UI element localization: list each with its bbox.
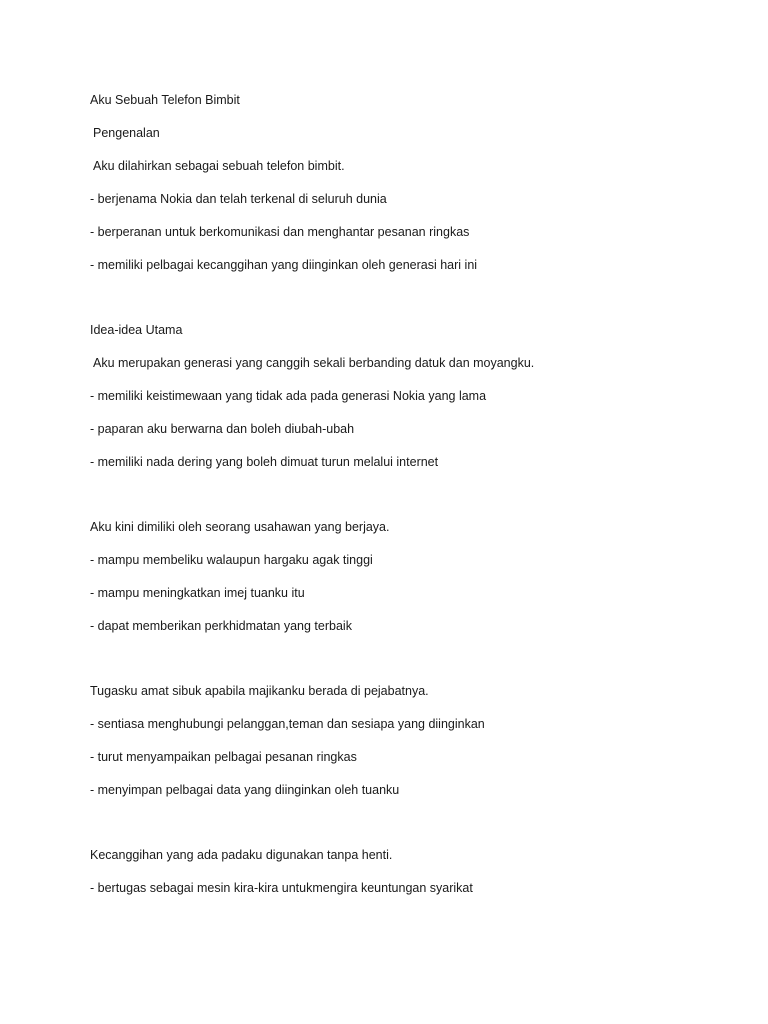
duties-lead: Tugasku amat sibuk apabila majikanku berada di pejabatnya. [90,684,429,698]
section-spacer [90,290,730,322]
duties-bullet: - turut menyampaikan pelbagai pesanan ringkas [90,750,357,764]
intro-bullet: - memiliki pelbagai kecanggihan yang diinginkan oleh generasi hari ini [90,258,478,272]
section-heading-idea-utama: Idea-idea Utama [90,323,183,337]
owner-lead: Aku kini dimiliki oleh seorang usahawan yang berjaya. [90,520,390,534]
document-body [90,92,730,913]
intro-bullet: - berjenama Nokia dan telah terkenal di seluruh dunia [90,192,387,206]
sophistication-bullet: - bertugas sebagai mesin kira-kira untukmengira keuntungan syarikat [90,881,473,895]
owner-bullet: - mampu membeliku walaupun hargaku agak tinggi [90,553,373,567]
section-spacer [90,487,730,519]
duties-bullet: - menyimpan pelbagai data yang diinginkan oleh tuanku [90,783,400,797]
main-ideas-bullet: - paparan aku berwarna dan boleh diubah-ubah [90,422,355,436]
main-ideas-bullet: - memiliki keistimewaan yang tidak ada pada generasi Nokia yang lama [90,389,487,403]
document-title: Aku Sebuah Telefon Bimbit [90,93,240,107]
sophistication-lead: Kecanggihan yang ada padaku digunakan tanpa henti. [90,848,393,862]
section-heading-pengenalan: Pengenalan [93,126,160,140]
main-ideas-lead: Aku merupakan generasi yang canggih sekali berbanding datuk dan moyangku. [93,356,535,370]
owner-bullet: - mampu meningkatkan imej tuanku itu [90,586,305,600]
section-spacer [90,651,730,683]
section-spacer [90,815,730,847]
intro-bullet: - berperanan untuk berkomunikasi dan menghantar pesanan ringkas [90,225,470,239]
main-ideas-bullet: - memiliki nada dering yang boleh dimuat turun melalui internet [90,455,439,469]
intro-lead: Aku dilahirkan sebagai sebuah telefon bimbit. [93,159,345,173]
owner-bullet: - dapat memberikan perkhidmatan yang terbaik [90,619,352,633]
duties-bullet: - sentiasa menghubungi pelanggan,teman dan sesiapa yang diinginkan [90,717,485,731]
